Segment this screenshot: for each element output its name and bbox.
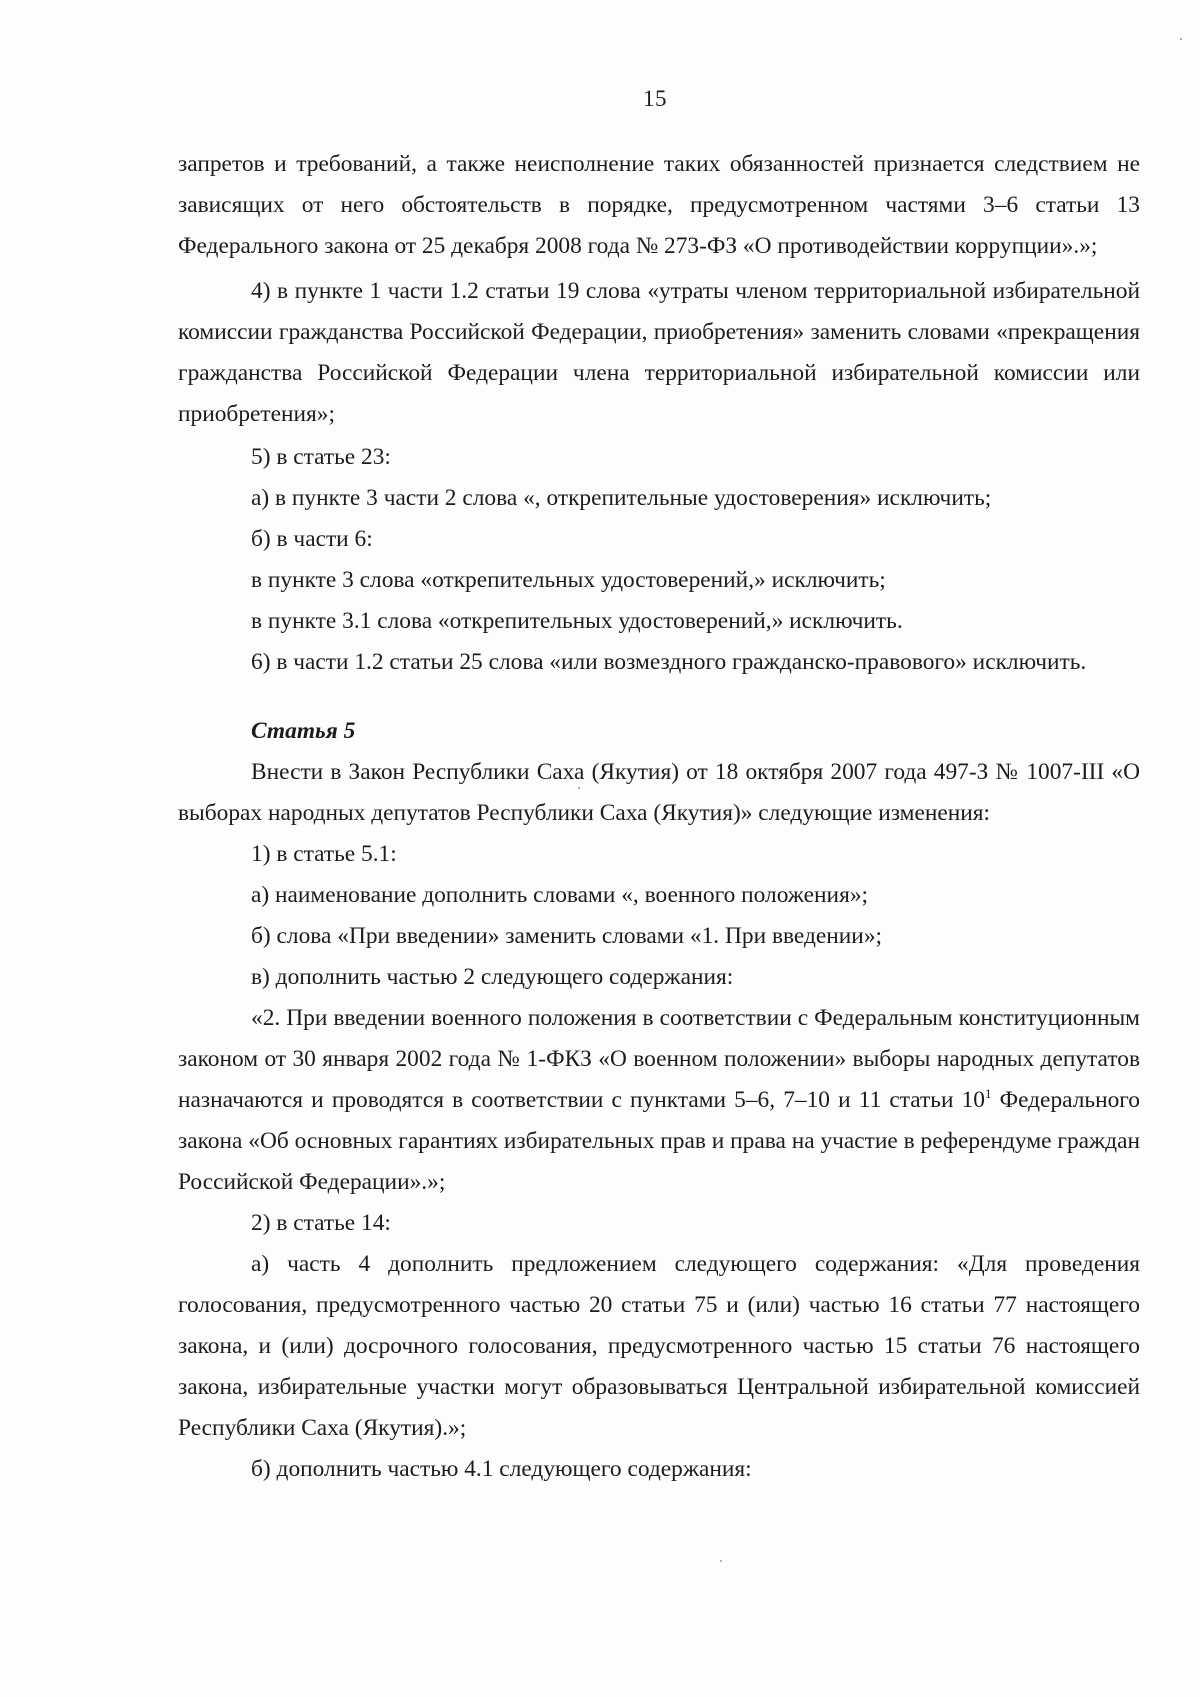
paragraph: 6) в части 1.2 статьи 25 слова «или возмездного гражданско-правового» исключить. bbox=[251, 649, 1087, 675]
article-heading: Статья 5 bbox=[251, 718, 356, 744]
superscript: 1 bbox=[984, 1086, 992, 1102]
paragraph: в) дополнить частью 2 следующего содержания: bbox=[251, 964, 734, 990]
paragraph: а) в пункте 3 части 2 слова «, открепительные удостоверения» исключить; bbox=[251, 485, 992, 511]
scan-speck bbox=[578, 787, 580, 789]
paragraph: б) слова «При введении» заменить словами «1. При введении»; bbox=[251, 923, 883, 949]
paragraph: 1) в статье 5.1: bbox=[251, 841, 397, 867]
scan-speck bbox=[720, 1560, 722, 1562]
scan-speck bbox=[1180, 38, 1182, 40]
paragraph: Внести в Закон Республики Саха (Якутия) от 18 октября 2007 года 497-З № 1007-III «О выборах народных депутатов Республики Саха (Якутия)» следующие изменения: bbox=[178, 759, 1140, 826]
paragraph: а) наименование дополнить словами «, военного положения»; bbox=[251, 882, 869, 908]
document-body bbox=[178, 144, 1140, 1490]
paragraph-with-superscript bbox=[178, 998, 1140, 1203]
paragraph: б) дополнить частью 4.1 следующего содержания: bbox=[251, 1456, 752, 1482]
paragraph: а) часть 4 дополнить предложением следующего содержания: «Для проведения голосования, предусмотренного частью 20 статьи 75 и (или) частью 16 статьи 77 настоящего закона, и (или) досрочного голосования, предусмотренного частью 15 статьи 76 настоящего закона, избирательные участки могут образовываться Центральной избирательной комиссией Республики Саха (Якутия).»; bbox=[178, 1251, 1140, 1441]
page-number: 15 bbox=[643, 86, 667, 111]
paragraph: 4) в пункте 1 части 1.2 статьи 19 слова «утраты членом территориальной избирательной комиссии гражданства Российской Федерации, приобретения» заменить словами «прекращения гражданства Российской Федерации члена территориальной избирательной комиссии или приобретения»; bbox=[178, 278, 1140, 427]
paragraph: 2) в статье 14: bbox=[251, 1210, 391, 1236]
paragraph-text: «2. При введении военного положения в соответствии с Федеральным конституционным законом от 30 января 2002 года № 1-ФКЗ «О военном положении» выборы народных депутатов назначаются и проводятся в соответствии с пунктами 5–6, 7–10 и 11 статьи 10 bbox=[178, 1005, 1140, 1113]
paragraph: в пункте 3.1 слова «открепительных удостоверений,» исключить. bbox=[251, 608, 903, 634]
paragraph: в пункте 3 слова «открепительных удостоверений,» исключить; bbox=[251, 567, 886, 593]
paragraph-text: Федерального закона «Об основных гарантиях избирательных прав и права на участие в референдуме граждан Российской Федерации».»; bbox=[178, 1087, 1140, 1195]
paragraph: б) в части 6: bbox=[251, 526, 373, 552]
paragraph: запретов и требований, а также неисполнение таких обязанностей признается следствием не зависящих от него обстоятельств в порядке, предусмотренном частями 3–6 статьи 13 Федерального закона от 25 декабря 2008 года № 273-ФЗ «О противодействии коррупции».»; bbox=[178, 151, 1140, 259]
paragraph: 5) в статье 23: bbox=[251, 444, 391, 470]
